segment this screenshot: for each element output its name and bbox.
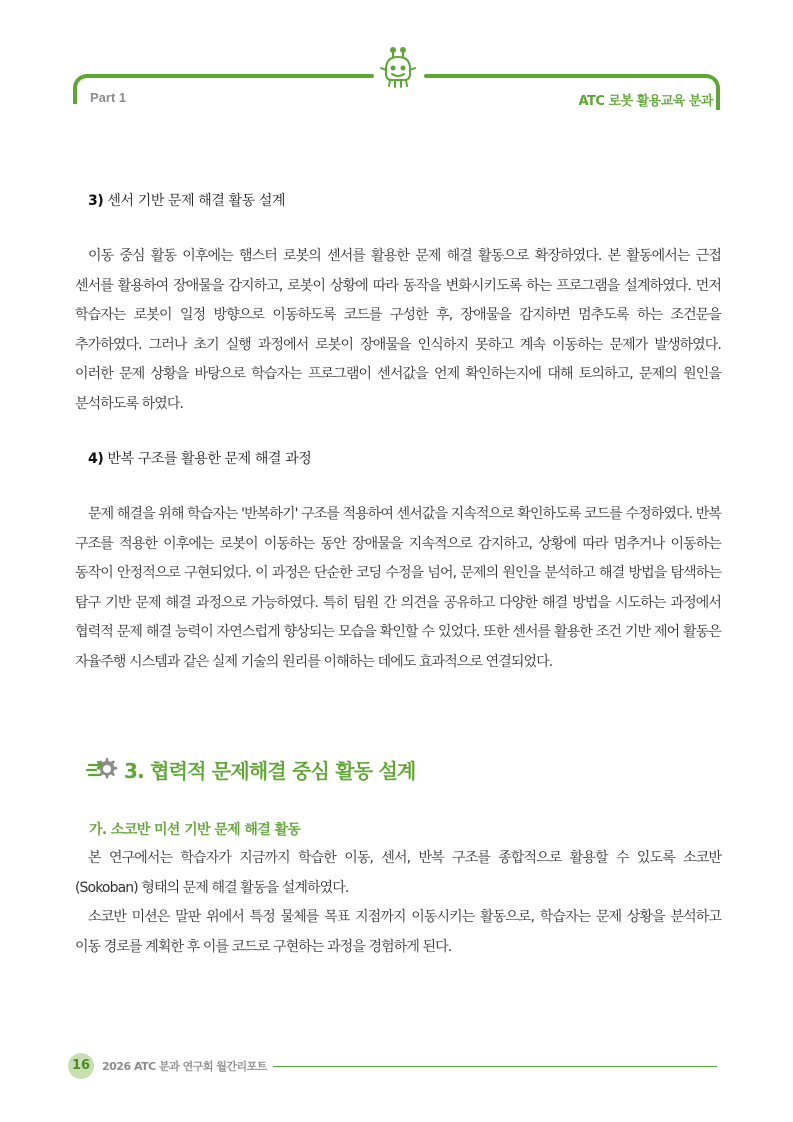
paragraph-loop-structure: 문제 해결을 위해 학습자는 '반복하기' 구조를 적용하여 센서값을 지속적으로 확인하도록 코드를 수정하였다. 반복 구조를 적용한 이후에는 로봇이 이동하는 동안 장애물을 지속적으로 감지하고, 상황에 따라 멈추거나 이동하는 동작이 안정적으로 구현되었다. 이 과정은 단순한 코딩 수정을 넘어, 문제의 원인을 분석하고 해결 방법을 탐색하는 탐구 기반 문제 해결 과정으로 가능하였다. 특히 팀원 간 의견을 공유하고 다양한 해결 방법을 시도하는 과정에서 협력적 문제 해결 능력이 자연스럽게 향상되는 모습을 확인할 수 있었다. 또한 센서를 활용한 조건 기반 제어 활동은 자율주행 시스템과 같은 실제 기술의 원리를 이해하는 데에도 효과적으로 연결되었다. [75, 506, 721, 670]
header-rule-left [90, 74, 374, 78]
page-number-badge: 16 [68, 1053, 94, 1079]
subsection-4-heading [88, 448, 311, 468]
gear-arrow-icon [86, 755, 122, 783]
subsection-3-heading [88, 190, 285, 210]
header-rule-right [424, 74, 704, 78]
subsection-title-sokoban: 가. 소코반 미션 기반 문제 해결 활동 [89, 822, 301, 838]
subsection-title: 반복 구조를 활용한 문제 해결 과정 [107, 451, 312, 467]
footer-rule [273, 1066, 717, 1067]
header-title: ATC 로봇 활용교육 분과 [578, 94, 713, 109]
footer-text: 2026 ATC 분과 연구회 월간리포트 [102, 1060, 267, 1073]
paragraph-sokoban-intro: 본 연구에서는 학습자가 지금까지 학습한 이동, 센서, 반복 구조를 종합적으로 활용할 수 있도록 소코반(Sokoban) 형태의 문제 해결 활동을 설계하였다. [75, 850, 721, 896]
section-heading: 3. 협력적 문제해결 중심 활동 설계 [124, 759, 416, 783]
paragraph-sensor-activity: 이동 중심 활동 이후에는 햄스터 로봇의 센서를 활용한 문제 해결 활동으로 확장하였다. 본 활동에서는 근접 센서를 활용하여 장애물을 감지하고, 로봇이 상황에 따라 동작을 변화시키도록 하는 프로그램을 설계하였다. 먼저 학습자는 로봇이 일정 방향으로 이동하도록 코드를 구성한 후, 장애물을 감지하면 멈추도록 하는 조건문을 추가하였다. 그러나 초기 실행 과정에서 로봇이 장애물을 인식하지 못하고 계속 이동하는 문제가 발생하였다. 이러한 문제 상황을 바탕으로 학습자는 프로그램이 센서값을 언제 확인하는지에 대해 토의하고, 문제의 원인을 분석하도록 하였다. [75, 248, 721, 412]
subsection-number: 3) [88, 193, 104, 209]
part-label: Part 1 [90, 90, 127, 105]
subsection-number: 4) [88, 451, 104, 467]
subsection-title: 센서 기반 문제 해결 활동 설계 [107, 193, 286, 209]
robot-mascot-icon [376, 44, 420, 90]
paragraph-sokoban-mission: 소코반 미션은 말판 위에서 특정 물체를 목표 지점까지 이동시키는 활동으로, 학습자는 문제 상황을 분석하고 이동 경로를 계획한 후 이를 코드로 구현하는 과정을 경험하게 된다. [75, 909, 721, 955]
